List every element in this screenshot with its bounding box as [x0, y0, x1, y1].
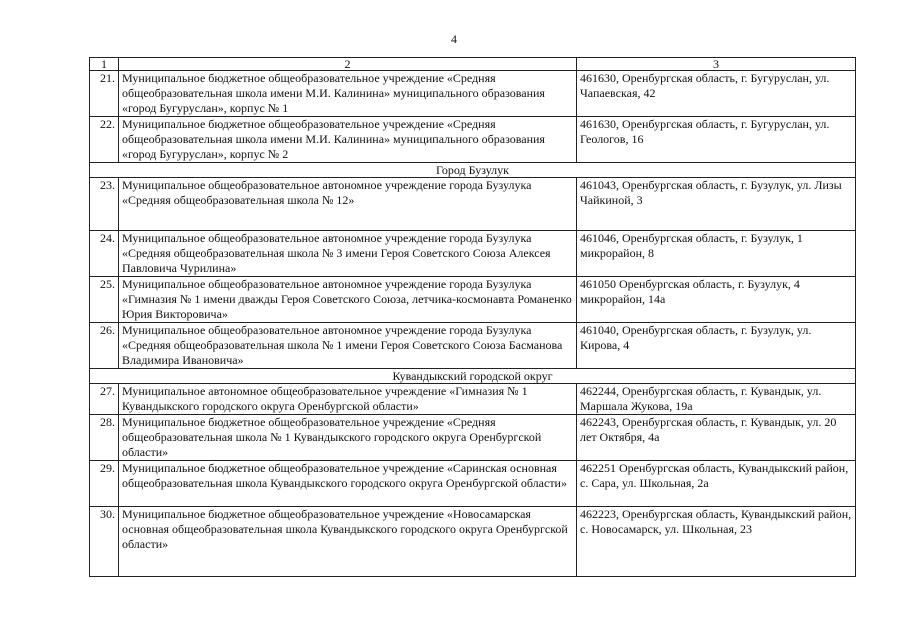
institution-name: Муниципальное автономное общеобразовательное учреждение «Гимназия № 1 Кувандыкского городского округа Оренбургской области»: [119, 384, 577, 415]
institution-name: Муниципальное общеобразовательное автономное учреждение города Бузулука «Средняя общеобразовательная школа № 12»: [119, 178, 577, 231]
institution-name: Муниципальное бюджетное общеобразовательное учреждение «Средняя общеобразовательная школа имени М.И. Калинина» муниципального образования «город Бугуруслан», корпус № 1: [119, 71, 577, 117]
row-number: 26.: [90, 323, 119, 369]
row-number: 21.: [90, 71, 119, 117]
page-number: 4: [451, 32, 457, 46]
institution-name: Муниципальное бюджетное общеобразовательное учреждение «Саринская основная общеобразовательная школа Кувандыкского городского округа Оренбургской области»: [119, 461, 577, 507]
group-heading: Город Бузулук: [90, 163, 856, 178]
institution-address: 461050 Оренбургская область, г. Бузулук, 4 микрорайон, 14а: [577, 277, 856, 323]
institution-name: Муниципальное общеобразовательное автономное учреждение города Бузулука «Средняя общеобразовательная школа № 3 имени Героя Советского Союза Алексея Павловича Чурилина»: [119, 231, 577, 277]
group-heading: Кувандыкский городской округ: [90, 369, 856, 384]
row-number: 25.: [90, 277, 119, 323]
table-row: [90, 117, 856, 163]
column-header-number: 1: [90, 58, 119, 71]
institution-name: Муниципальное бюджетное общеобразовательное учреждение «Средняя общеобразовательная школа № 1 Кувандыкского городского округа Оренбургской области»: [119, 415, 577, 461]
table-row: [90, 71, 856, 117]
group-row: [90, 163, 856, 178]
row-number: 23.: [90, 178, 119, 231]
institution-address: 461630, Оренбургская область, г. Бугуруслан, ул. Геологов, 16: [577, 117, 856, 163]
institution-address: 462243, Оренбургская область, г. Кувандык, ул. 20 лет Октября, 4а: [577, 415, 856, 461]
table-row: [90, 178, 856, 231]
institution-name: Муниципальное общеобразовательное автономное учреждение города Бузулука «Гимназия № 1 имени дважды Героя Советского Союза, летчика-космонавта Романенко Юрия Викторовича»: [119, 277, 577, 323]
institution-address: 462251 Оренбургская область, Кувандыкский район, с. Сара, ул. Школьная, 2а: [577, 461, 856, 507]
institution-address: 462223, Оренбургская область, Кувандыкский район, с. Новосамарск, ул. Школьная, 23: [577, 507, 856, 577]
row-number: 30.: [90, 507, 119, 577]
row-number: 22.: [90, 117, 119, 163]
table-row: [90, 323, 856, 369]
institution-address: 461040, Оренбургская область, г. Бузулук, ул. Кирова, 4: [577, 323, 856, 369]
institution-address: 461043, Оренбургская область, г. Бузулук, ул. Лизы Чайкиной, 3: [577, 178, 856, 231]
table-row: [90, 461, 856, 507]
row-number: 24.: [90, 231, 119, 277]
table-row: [90, 507, 856, 577]
group-row: [90, 369, 856, 384]
institution-address: 462244, Оренбургская область, г. Кувандык, ул. Маршала Жукова, 19а: [577, 384, 856, 415]
row-number: 27.: [90, 384, 119, 415]
column-header-name: 2: [119, 58, 577, 71]
row-number: 29.: [90, 461, 119, 507]
row-number: 28.: [90, 415, 119, 461]
institution-address: 461630, Оренбургская область, г. Бугуруслан, ул. Чапаевская, 42: [577, 71, 856, 117]
institution-name: Муниципальное бюджетное общеобразовательное учреждение «Средняя общеобразовательная школа имени М.И. Калинина» муниципального образования «город Бугуруслан», корпус № 2: [119, 117, 577, 163]
column-header-address: 3: [577, 58, 856, 71]
table-row: [90, 231, 856, 277]
institution-address: 461046, Оренбургская область, г. Бузулук, 1 микрорайон, 8: [577, 231, 856, 277]
table-header-row: [90, 58, 856, 71]
table-row: [90, 415, 856, 461]
institution-name: Муниципальное общеобразовательное автономное учреждение города Бузулука «Средняя общеобразовательная школа № 1 имени Героя Советского Союза Басманова Владимира Ивановича»: [119, 323, 577, 369]
table-row: [90, 384, 856, 415]
table-row: [90, 277, 856, 323]
institution-name: Муниципальное бюджетное общеобразовательное учреждение «Новосамарская основная общеобразовательная школа Кувандыкского городского округа Оренбургской области»: [119, 507, 577, 577]
institutions-table: [89, 57, 856, 577]
